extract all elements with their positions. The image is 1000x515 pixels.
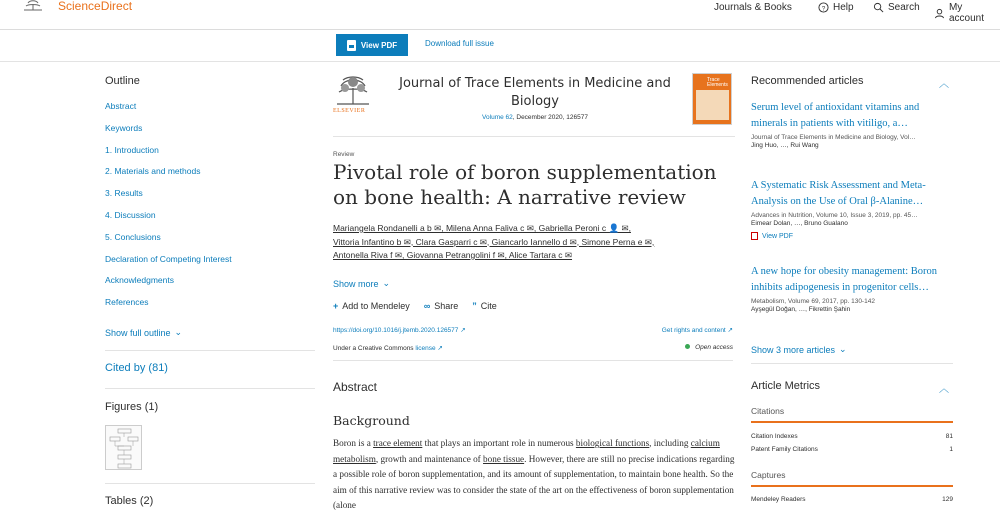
tables-heading: Tables (2) — [105, 495, 154, 507]
biological-functions-link[interactable]: biological functions — [575, 438, 650, 448]
author-line[interactable]: Vittoria Infantino b ✉, Clara Gasparri c ✉, Giancarlo Iannello d ✉, Simone Perna e ✉, — [333, 236, 655, 247]
recommended-article-title[interactable]: Serum level of antioxidant vitamins and minerals in patients with vitiligo, a… — [751, 102, 920, 129]
metric-row — [751, 433, 953, 440]
license-link[interactable]: license ↗ — [415, 345, 443, 352]
elsevier-wordmark: ELSEVIER — [333, 108, 366, 114]
outline-item-materials-methods[interactable]: 2. Materials and methods — [105, 166, 201, 177]
elsevier-logo[interactable] — [333, 74, 373, 118]
metrics-accent-line — [751, 485, 953, 487]
divider — [333, 360, 733, 361]
metric-label: Patent Family Citations — [751, 446, 818, 453]
chevron-up-icon[interactable]: ︿ — [939, 384, 949, 395]
volume-link[interactable]: Volume 62 — [482, 114, 513, 121]
help-link[interactable] — [818, 2, 854, 13]
journal-title-link[interactable]: Journal of Trace Elements in Medicine and Biology — [399, 76, 671, 109]
recommended-article-authors: Jing Huo, …, Rui Wang — [751, 142, 819, 149]
journal-cover-image[interactable] — [692, 73, 732, 125]
svg-text:?: ? — [821, 5, 826, 13]
add-to-mendeley-button[interactable] — [333, 301, 410, 311]
elsevier-tree-logo-icon[interactable] — [22, 0, 44, 12]
volume-details: , December 2020, 126577 — [512, 114, 588, 121]
abstract-text: Boron is a — [333, 438, 374, 448]
recommended-view-pdf-link[interactable] — [751, 232, 956, 240]
outline-item-results[interactable]: 3. Results — [105, 188, 143, 199]
download-full-issue-link[interactable]: Download full issue — [425, 39, 494, 48]
share-icon: ∞ — [423, 301, 431, 311]
abstract-text: , growth and maintenance of — [375, 453, 484, 464]
figure-thumbnail[interactable] — [105, 425, 142, 470]
abstract-heading: Abstract — [333, 380, 378, 394]
recommended-article-source: Advances in Nutrition, Volume 10, Issue 3, 2019, pp. 45… — [751, 212, 918, 219]
cover-title: Trace Elements — [707, 77, 728, 88]
open-access-label: Open access — [695, 344, 733, 351]
doi-link[interactable]: https://doi.org/10.1016/j.jtemb.2020.126577 ↗ — [333, 327, 466, 334]
cover-illustration — [696, 90, 729, 120]
recommended-article-authors: Eimear Dolan, …, Bruno Gualano — [751, 220, 848, 227]
flowchart-thumbnail-icon — [106, 426, 143, 471]
recommended-article — [751, 100, 956, 149]
recommended-article-authors: Ayşegül Doğan, …, Fikrettin Şahin — [751, 306, 851, 313]
outline-heading: Outline — [105, 75, 140, 87]
show-more-articles-button[interactable] — [751, 344, 847, 355]
divider — [333, 136, 735, 137]
view-pdf-label: View PDF — [360, 40, 398, 50]
metric-label: Mendeley Readers — [751, 496, 806, 503]
recommended-article-title[interactable]: A Systematic Risk Assessment and Meta-Analysis on the Use of Oral β-Alanine… — [751, 180, 926, 207]
recommended-article — [751, 264, 956, 313]
bone-tissue-link[interactable]: bone tissue — [483, 453, 525, 464]
user-icon — [934, 8, 945, 19]
metric-value: 81 — [945, 433, 953, 440]
pdf-toolbar — [0, 30, 1000, 62]
divider — [105, 388, 315, 389]
search-label: Search — [888, 2, 920, 13]
outline-item-abstract[interactable]: Abstract — [105, 101, 137, 111]
outline-item-introduction[interactable]: 1. Introduction — [105, 144, 159, 155]
open-access-dot-icon — [685, 344, 690, 349]
my-account-label: My account — [948, 2, 984, 24]
search-link[interactable] — [873, 2, 920, 13]
article-actions — [333, 301, 497, 311]
author-list — [333, 222, 733, 263]
quote-icon: ” — [472, 301, 477, 311]
recommended-article — [751, 178, 956, 240]
top-bar — [0, 0, 1000, 30]
show-more-authors-button[interactable] — [333, 278, 390, 289]
share-button[interactable] — [424, 301, 458, 311]
chevron-down-icon: ⌄ — [839, 344, 847, 354]
outline-item-competing-interest[interactable]: Declaration of Competing Interest — [105, 253, 232, 264]
cite-label: Cite — [480, 301, 497, 311]
outline-item-discussion[interactable]: 4. Discussion — [105, 209, 156, 220]
abstract-text: . However, there are still no precise indications regarding a possible role of boron supplementation, and its amount of supplementation, to maintain bone health. So the aim of this narrative review was to consider the state of the art on the effectiveness of boron supplementation (alone — [333, 453, 735, 510]
sciencedirect-brand-link[interactable]: ScienceDirect — [58, 0, 133, 13]
outline-item-keywords[interactable]: Keywords — [105, 122, 143, 133]
author-line[interactable]: Mariangela Rondanelli a b ✉, Milena Anna Faliva c ✉, Gabriella Peroni c 👤 ✉, — [333, 223, 631, 233]
view-pdf-label: View PDF — [762, 232, 793, 240]
background-heading: Background — [333, 413, 410, 428]
show-more-label: Show more — [333, 278, 379, 289]
show-full-outline-button[interactable] — [105, 327, 182, 338]
divider — [105, 483, 315, 484]
figures-heading: Figures (1) — [105, 401, 159, 413]
author-line[interactable]: Antonella Riva f ✉, Giovanna Petrangolini f ✉, Alice Tartara c ✉ — [333, 250, 573, 260]
show-more-articles-label: Show 3 more articles — [751, 344, 836, 355]
captures-heading: Captures — [751, 470, 786, 480]
recommended-article-title[interactable]: A new hope for obesity management: Boron inhibits adipogenesis in progenitor cells… — [751, 266, 938, 293]
creative-commons-note — [333, 344, 443, 352]
calcium-metabolism-link[interactable]: calcium metabolism — [333, 438, 720, 464]
abstract-text: , including — [649, 438, 691, 448]
journal-volume — [385, 114, 685, 121]
cc-text: Under a Creative Commons — [333, 345, 416, 352]
metric-value: 1 — [949, 446, 953, 453]
recommended-article-source: Metabolism, Volume 69, 2017, pp. 130-142 — [751, 298, 875, 305]
chevron-down-icon: ⌄ — [174, 327, 183, 337]
plus-icon: + — [333, 301, 339, 311]
outline-item-conclusions[interactable]: 5. Conclusions — [105, 231, 161, 242]
add-to-mendeley-label: Add to Mendeley — [342, 301, 410, 311]
article-type: Review — [333, 151, 355, 158]
chevron-up-icon[interactable]: ︿ — [939, 79, 949, 90]
metric-value: 129 — [942, 496, 953, 503]
open-access-badge — [640, 344, 733, 351]
journals-books-label: Journals & Books — [714, 2, 792, 13]
divider — [751, 363, 953, 364]
outline-item-references[interactable]: References — [105, 297, 149, 308]
trace-element-link[interactable]: trace element — [373, 438, 423, 448]
search-icon — [873, 2, 884, 13]
my-account-link[interactable] — [934, 2, 1000, 24]
share-label: Share — [434, 301, 459, 311]
abstract-text: that plays an important role in numerous — [422, 438, 576, 448]
outline-item-acknowledgments[interactable]: Acknowledgments — [105, 275, 174, 286]
elsevier-tree-icon — [333, 74, 373, 108]
recommended-heading: Recommended articles — [751, 75, 864, 87]
journals-books-link[interactable] — [714, 2, 792, 13]
cited-by-link[interactable]: Cited by (81) — [105, 362, 168, 374]
view-pdf-button[interactable] — [336, 34, 408, 56]
divider — [105, 350, 315, 351]
recommended-article-source: Journal of Trace Elements in Medicine and Biology, Vol… — [751, 134, 916, 141]
citations-heading: Citations — [751, 406, 785, 416]
article-metrics-heading: Article Metrics — [751, 380, 821, 392]
cite-button[interactable] — [472, 301, 497, 311]
metrics-accent-line — [751, 421, 953, 423]
metric-row — [751, 446, 953, 453]
outline-panel — [105, 75, 315, 319]
recommended-articles-panel — [751, 75, 953, 87]
help-icon — [818, 2, 829, 13]
metric-row — [751, 496, 953, 503]
abstract-paragraph — [333, 436, 735, 514]
chevron-down-icon: ⌄ — [382, 278, 391, 288]
show-full-outline-label: Show full outline — [105, 327, 171, 338]
pdf-icon — [751, 232, 758, 240]
rights-content-link[interactable]: Get rights and content ↗ — [661, 327, 733, 334]
pdf-icon — [347, 40, 356, 51]
help-label: Help — [833, 2, 854, 13]
metric-label: Citation Indexes — [751, 433, 798, 440]
article-title: Pivotal role of boron supplementation on bone health: A narrative review — [333, 160, 717, 209]
